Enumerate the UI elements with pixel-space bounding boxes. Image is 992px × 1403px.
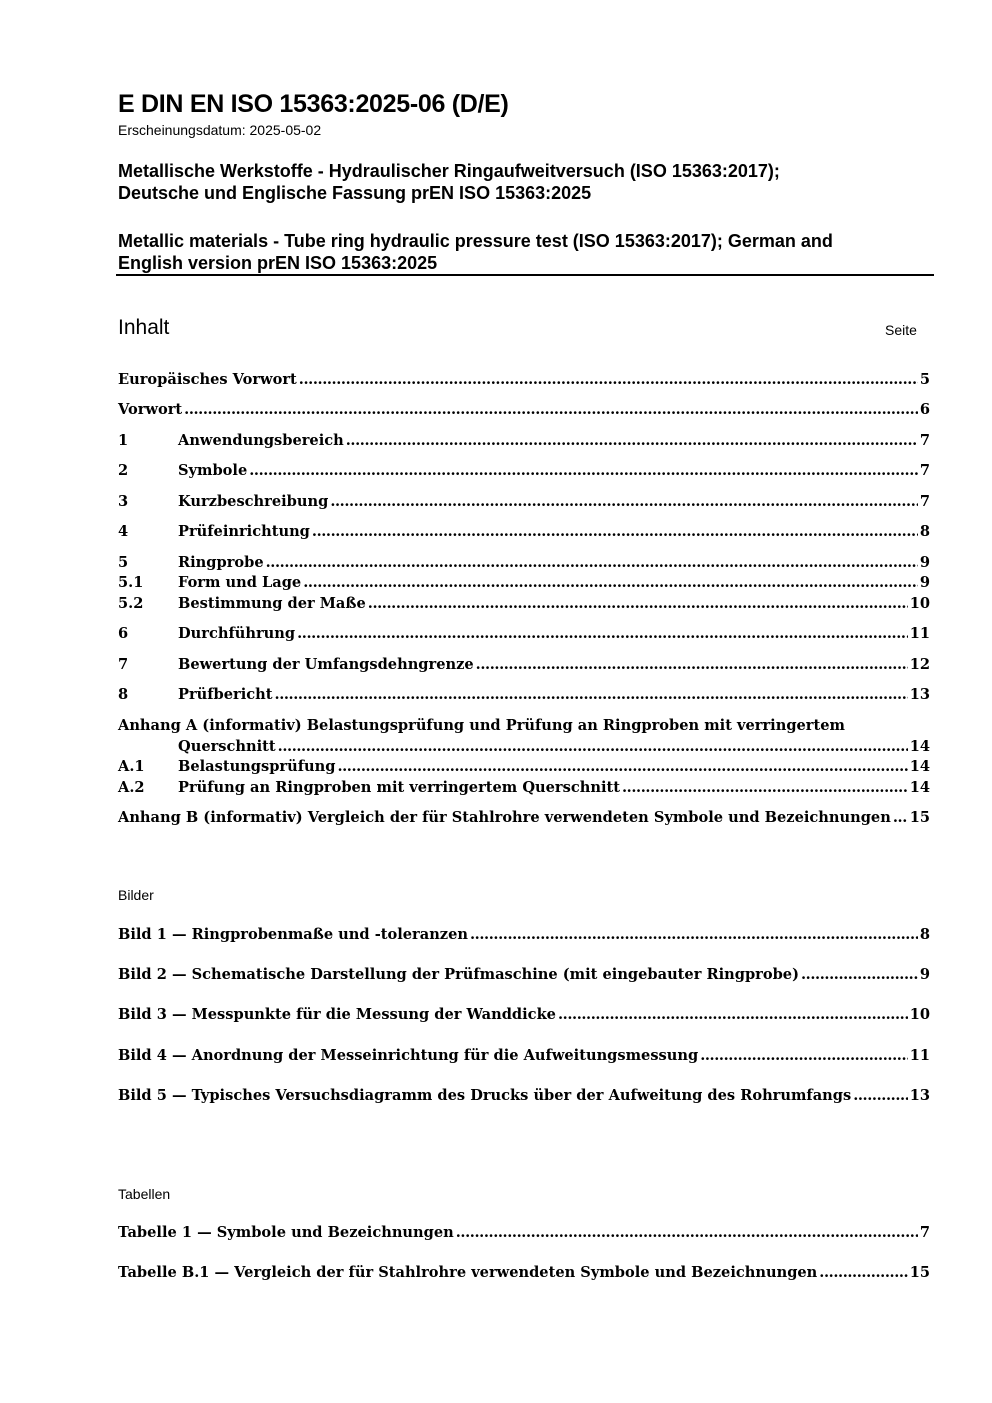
toc-entry-number: 6 bbox=[118, 625, 129, 642]
publication-date: Erscheinungsdatum: 2025-05-02 bbox=[118, 122, 322, 138]
toc-entry-text: Tabelle B.1 — Vergleich der für Stahlrohre verwendeten Symbole und Bezeichnungen bbox=[118, 1264, 818, 1281]
toc-entry-page: 7 bbox=[919, 432, 930, 449]
toc-entry-annex-a[interactable] bbox=[178, 738, 930, 758]
toc-entry-page: 13 bbox=[909, 686, 930, 703]
table-entry-b-1[interactable] bbox=[118, 1264, 930, 1284]
toc-entry-1[interactable] bbox=[118, 432, 930, 452]
title-german-line-1: Metallische Werkstoffe - Hydraulischer Ringaufweitversuch (ISO 15363:2017); bbox=[118, 161, 780, 181]
toc-entry-page: 10 bbox=[909, 1006, 930, 1023]
toc-entry-5-1[interactable] bbox=[118, 574, 930, 594]
toc-entry-page: 11 bbox=[909, 1047, 930, 1064]
toc-entry-page: 11 bbox=[909, 625, 930, 642]
dot-leader bbox=[368, 595, 908, 612]
toc-entry-text: Bewertung der Umfangsdehngrenze bbox=[178, 656, 474, 673]
title-english-line-2: English version prEN ISO 15363:2025 bbox=[118, 253, 438, 273]
toc-entry-page: 13 bbox=[909, 1087, 930, 1104]
toc-entry-text: Anhang B (informativ) Vergleich der für Stahlrohre verwendeten Symbole und Bezeichnungen bbox=[118, 809, 891, 826]
toc-entry-page: 8 bbox=[919, 523, 930, 540]
toc-entry-page: 9 bbox=[919, 554, 930, 571]
toc-entry-text: Kurzbeschreibung bbox=[178, 493, 329, 510]
toc-entry-page: 8 bbox=[919, 926, 930, 943]
dot-leader bbox=[312, 523, 918, 540]
toc-entry-text: Form und Lage bbox=[178, 574, 302, 591]
dot-leader bbox=[337, 758, 907, 775]
dot-leader bbox=[819, 1264, 907, 1281]
toc-entry-europaisches-vorwort[interactable] bbox=[118, 371, 930, 391]
toc-heading: Inhalt bbox=[118, 316, 170, 339]
figure-entry-4[interactable] bbox=[118, 1047, 930, 1067]
toc-entry-page: 7 bbox=[919, 1224, 930, 1241]
page-column-label: Seite bbox=[885, 322, 917, 338]
toc-entry-text: Symbole bbox=[178, 462, 248, 479]
dot-leader bbox=[299, 371, 918, 388]
toc-entry-number: 5 bbox=[118, 554, 129, 571]
dot-leader bbox=[853, 1087, 908, 1104]
dot-leader bbox=[700, 1047, 908, 1064]
toc-entry-text: Anwendungsbereich bbox=[178, 432, 344, 449]
title-english bbox=[118, 230, 938, 274]
toc-entry-5[interactable] bbox=[118, 554, 930, 574]
toc-entry-number: 3 bbox=[118, 493, 129, 510]
figure-entry-1[interactable] bbox=[118, 926, 930, 946]
figure-entry-2[interactable] bbox=[118, 966, 930, 986]
toc-entry-text: Tabelle 1 — Symbole und Bezeichnungen bbox=[118, 1224, 454, 1241]
toc-entry-number: 8 bbox=[118, 686, 129, 703]
toc-entry-page: 9 bbox=[919, 966, 930, 983]
toc-entry-page: 14 bbox=[909, 738, 930, 755]
table-entry-1[interactable] bbox=[118, 1224, 930, 1244]
title-english-line-1: Metallic materials - Tube ring hydraulic pressure test (ISO 15363:2017); German and bbox=[118, 231, 833, 251]
dot-leader bbox=[184, 401, 918, 418]
dot-leader bbox=[278, 738, 908, 755]
toc-entry-page: 15 bbox=[909, 1264, 930, 1281]
dot-leader bbox=[346, 432, 918, 449]
document-id: E DIN EN ISO 15363:2025-06 (D/E) bbox=[118, 90, 509, 118]
toc-entry-text: Belastungsprüfung bbox=[178, 758, 336, 775]
dot-leader bbox=[456, 1224, 918, 1241]
toc-entry-page: 5 bbox=[919, 371, 930, 388]
toc-entry-page: 15 bbox=[909, 809, 930, 826]
toc-entry-page: 14 bbox=[909, 758, 930, 775]
toc-entry-text: Querschnitt bbox=[178, 738, 276, 755]
toc-entry-6[interactable] bbox=[118, 625, 930, 645]
toc-entry-number: 7 bbox=[118, 656, 129, 673]
toc-entry-text: Bild 2 — Schematische Darstellung der Prüfmaschine (mit eingebauter Ringprobe) bbox=[118, 966, 799, 983]
toc-entry-text: Prüfung an Ringproben mit verringertem Querschnitt bbox=[178, 779, 620, 796]
toc-entry-text: Bild 5 — Typisches Versuchsdiagramm des Drucks über der Aufweitung des Rohrumfangs bbox=[118, 1087, 852, 1104]
toc-entry-4[interactable] bbox=[118, 523, 930, 543]
toc-entry-a-2[interactable] bbox=[118, 779, 930, 799]
dot-leader bbox=[470, 926, 918, 943]
dot-leader bbox=[275, 686, 908, 703]
toc-entry-text: Europäisches Vorwort bbox=[118, 371, 297, 388]
toc-entry-page: 10 bbox=[909, 595, 930, 612]
toc-entry-text: Bestimmung der Maße bbox=[178, 595, 366, 612]
toc-entry-page: 7 bbox=[919, 462, 930, 479]
figure-entry-5[interactable] bbox=[118, 1087, 930, 1107]
dot-leader bbox=[801, 966, 918, 983]
dot-leader bbox=[266, 554, 918, 571]
toc-entry-text: Prüfbericht bbox=[178, 686, 273, 703]
toc-entry-number: 2 bbox=[118, 462, 129, 479]
toc-entry-page: 9 bbox=[919, 574, 930, 591]
toc-entry-text: Ringprobe bbox=[178, 554, 264, 571]
dot-leader bbox=[893, 809, 908, 826]
toc-entry-number: 4 bbox=[118, 523, 129, 540]
dot-leader bbox=[622, 779, 908, 796]
toc-entry-text: Bild 4 — Anordnung der Messeinrichtung für die Aufweitungsmessung bbox=[118, 1047, 699, 1064]
dot-leader bbox=[303, 574, 918, 591]
toc-entry-number: A.1 bbox=[118, 758, 145, 775]
dot-leader bbox=[476, 656, 908, 673]
toc-entry-text: Vorwort bbox=[118, 401, 183, 418]
toc-entry-page: 6 bbox=[919, 401, 930, 418]
toc-entry-8[interactable] bbox=[118, 686, 930, 706]
toc-entry-number: 5.2 bbox=[118, 595, 144, 612]
toc-entry-a-1[interactable] bbox=[118, 758, 930, 778]
toc-entry-number: 5.1 bbox=[118, 574, 144, 591]
header-divider bbox=[116, 274, 934, 276]
toc-entry-number: A.2 bbox=[118, 779, 145, 796]
dot-leader bbox=[330, 493, 918, 510]
toc-entry-text: Prüfeinrichtung bbox=[178, 523, 310, 540]
figure-entry-3[interactable] bbox=[118, 1006, 930, 1026]
toc-entry-number: 1 bbox=[118, 432, 129, 449]
toc-entry-text: Bild 3 — Messpunkte für die Messung der Wanddicke bbox=[118, 1006, 556, 1023]
toc-entry-text: Bild 1 — Ringprobenmaße und -toleranzen bbox=[118, 926, 468, 943]
toc-entry-7[interactable] bbox=[118, 656, 930, 676]
figures-heading: Bilder bbox=[118, 887, 154, 903]
title-german bbox=[118, 160, 938, 204]
title-german-line-2: Deutsche und Englische Fassung prEN ISO 15363:2025 bbox=[118, 183, 592, 203]
tables-heading: Tabellen bbox=[118, 1186, 171, 1202]
toc-entry-text: Durchführung bbox=[178, 625, 296, 642]
toc-entry-page: 7 bbox=[919, 493, 930, 510]
dot-leader bbox=[558, 1006, 908, 1023]
toc-entry-2[interactable] bbox=[118, 462, 930, 482]
toc-entry-5-2[interactable] bbox=[118, 595, 930, 615]
toc-entry-page: 12 bbox=[909, 656, 930, 673]
toc-entry-page: 14 bbox=[909, 779, 930, 796]
toc-entry-3[interactable] bbox=[118, 493, 930, 513]
dot-leader bbox=[297, 625, 908, 642]
toc-entry-annex-b[interactable] bbox=[118, 809, 930, 829]
toc-entry-annex-a-line-1[interactable]: Anhang A (informativ) Belastungsprüfung und Prüfung an Ringproben mit verringertem bbox=[118, 717, 845, 734]
dot-leader bbox=[249, 462, 918, 479]
toc-entry-vorwort[interactable] bbox=[118, 401, 930, 421]
